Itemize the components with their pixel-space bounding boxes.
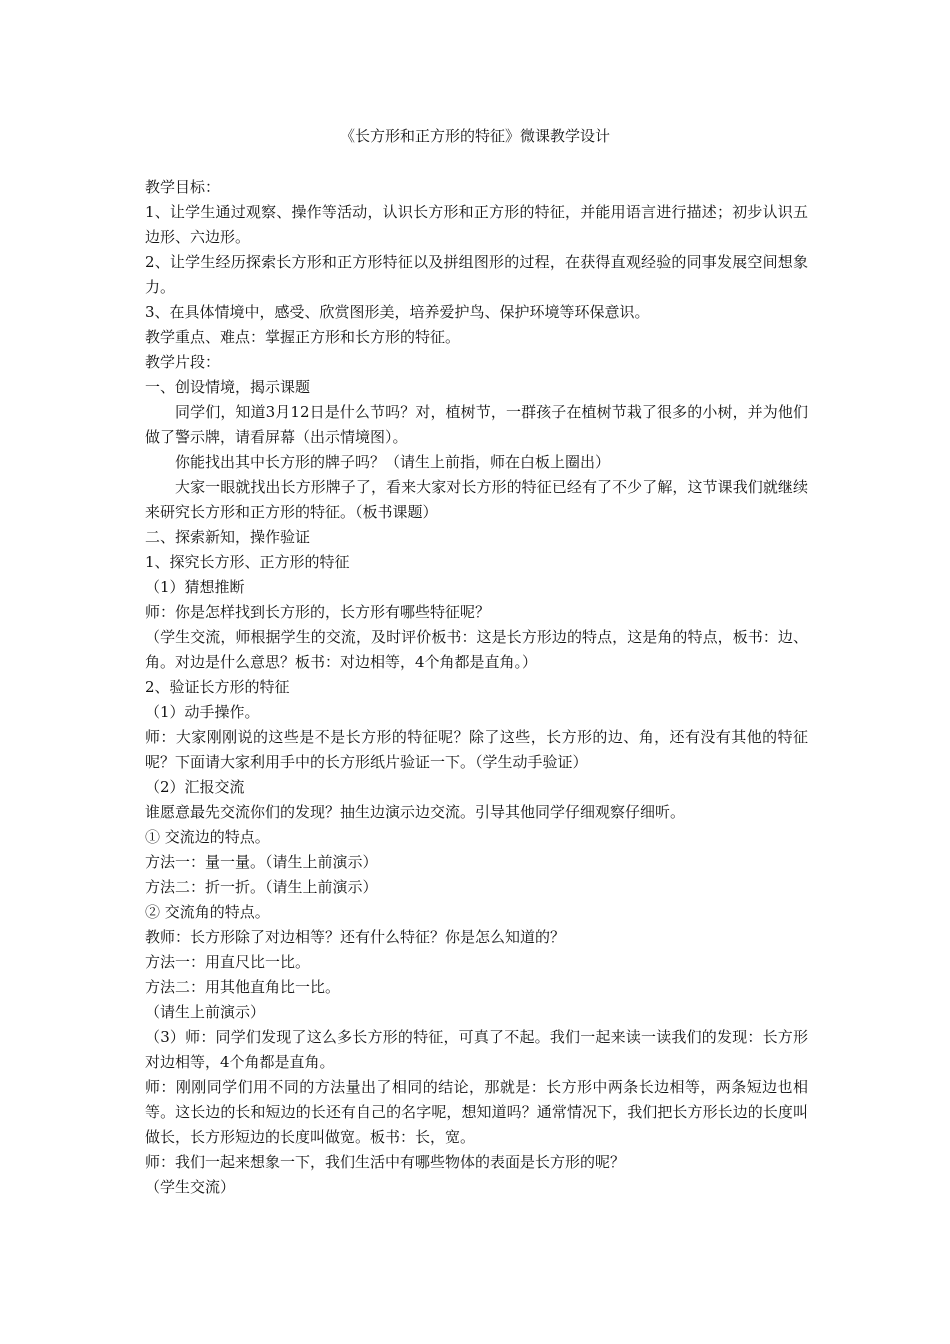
paragraph-method-fold: 方法二：折一折。（请生上前演示）: [145, 878, 378, 896]
paragraph-summary-read: （3）师：同学们发现了这么多长方形的特征，可真了不起。我们一起来读一读我们的发现：长方形对边相等，4个角都是直角。: [145, 1028, 808, 1071]
paragraph-objectives-heading: 教学目标：: [145, 178, 221, 196]
paragraph-student-exchange: （学生交流，师根据学生的交流，及时评价板书：这是长方形边的特点，这是角的特点，板书：边、角。对边是什么意思？板书：对边相等，4个角都是直角。）: [145, 628, 808, 671]
paragraph-teacher-verify: 师：大家刚刚说的这些是不是长方形的特征呢？除了这些，长方形的边、角，还有没有其他的特征呢？下面请大家利用手中的长方形纸片验证一下。（学生动手验证）: [145, 728, 808, 771]
subheading-verify: 2、验证长方形的特征: [145, 678, 290, 696]
paragraph-method-measure: 方法一：量一量。（请生上前演示）: [145, 853, 378, 871]
paragraph-key-points: 教学重点、难点：掌握正方形和长方形的特征。: [145, 328, 461, 346]
paragraph-edge-features: ① 交流边的特点。: [145, 828, 270, 846]
subheading-explore: 1、探究长方形、正方形的特征: [145, 553, 350, 571]
subheading-hands-on: （1）动手操作。: [145, 703, 260, 721]
paragraph-angle-features: ② 交流角的特点。: [145, 903, 270, 921]
paragraph-who-shares: 谁愿意最先交流你们的发现？抽生边演示边交流。引导其他同学仔细观察仔细听。: [145, 803, 686, 821]
section-heading-1: 一、创设情境，揭示课题: [145, 378, 311, 396]
paragraph-segment-heading: 教学片段：: [145, 353, 221, 371]
paragraph-method-right-angle: 方法二：用其他直角比一比。: [145, 978, 341, 996]
paragraph-method-ruler: 方法一：用直尺比一比。: [145, 953, 311, 971]
subheading-guess: （1）猜想推断: [145, 578, 245, 596]
paragraph-objective-3: 3、在具体情境中，感受、欣赏图形美，培养爱护鸟、保护环境等环保意识。: [145, 303, 650, 321]
document-body: [145, 175, 808, 1200]
paragraph-teacher-question: 师：你是怎样找到长方形的，长方形有哪些特征呢？: [145, 603, 491, 621]
paragraph-length-width: 师：刚刚同学们用不同的方法量出了相同的结论，那就是：长方形中两条长边相等，两条短边也相等。这长边的长和短边的长还有自己的名字呢，想知道吗？通常情况下，我们把长方形长边的长度叫做长，长方形短边的长度叫做宽。板书：长，宽。: [145, 1078, 808, 1146]
paragraph-objective-2: 2、让学生经历探索长方形和正方形特征以及拼组图形的过程，在获得直观经验的同事发展空间想象力。: [145, 253, 808, 296]
subheading-report: （2）汇报交流: [145, 778, 245, 796]
paragraph-demo: （请生上前演示）: [145, 1003, 266, 1021]
paragraph-intro: 同学们，知道3月12日是什么节吗？对，植树节，一群孩子在植树节栽了很多的小树，并为他们做了警示牌，请看屏幕（出示情境图）。: [145, 403, 808, 446]
paragraph-objective-1: 1、让学生通过观察、操作等活动，认识长方形和正方形的特征，并能用语言进行描述；初步认识五边形、六边形。: [145, 203, 808, 246]
paragraph-find-sign: 你能找出其中长方形的牌子吗？（请生上前指，师在白板上圈出）: [175, 453, 611, 471]
section-heading-2: 二、探索新知，操作验证: [145, 528, 311, 546]
paragraph-imagine: 师：我们一起来想象一下，我们生活中有哪些物体的表面是长方形的呢？: [145, 1153, 626, 1171]
paragraph-teacher-angle-question: 教师：长方形除了对边相等？还有什么特征？你是怎么知道的？: [145, 928, 566, 946]
paragraph-student-exchange-end: （学生交流）: [145, 1178, 236, 1196]
paragraph-topic: 大家一眼就找出长方形牌子了，看来大家对长方形的特征已经有了不少了解，这节课我们就继续来研究长方形和正方形的特征。（板书课题）: [145, 478, 808, 521]
document-title: 《长方形和正方形的特征》微课教学设计: [339, 127, 610, 145]
